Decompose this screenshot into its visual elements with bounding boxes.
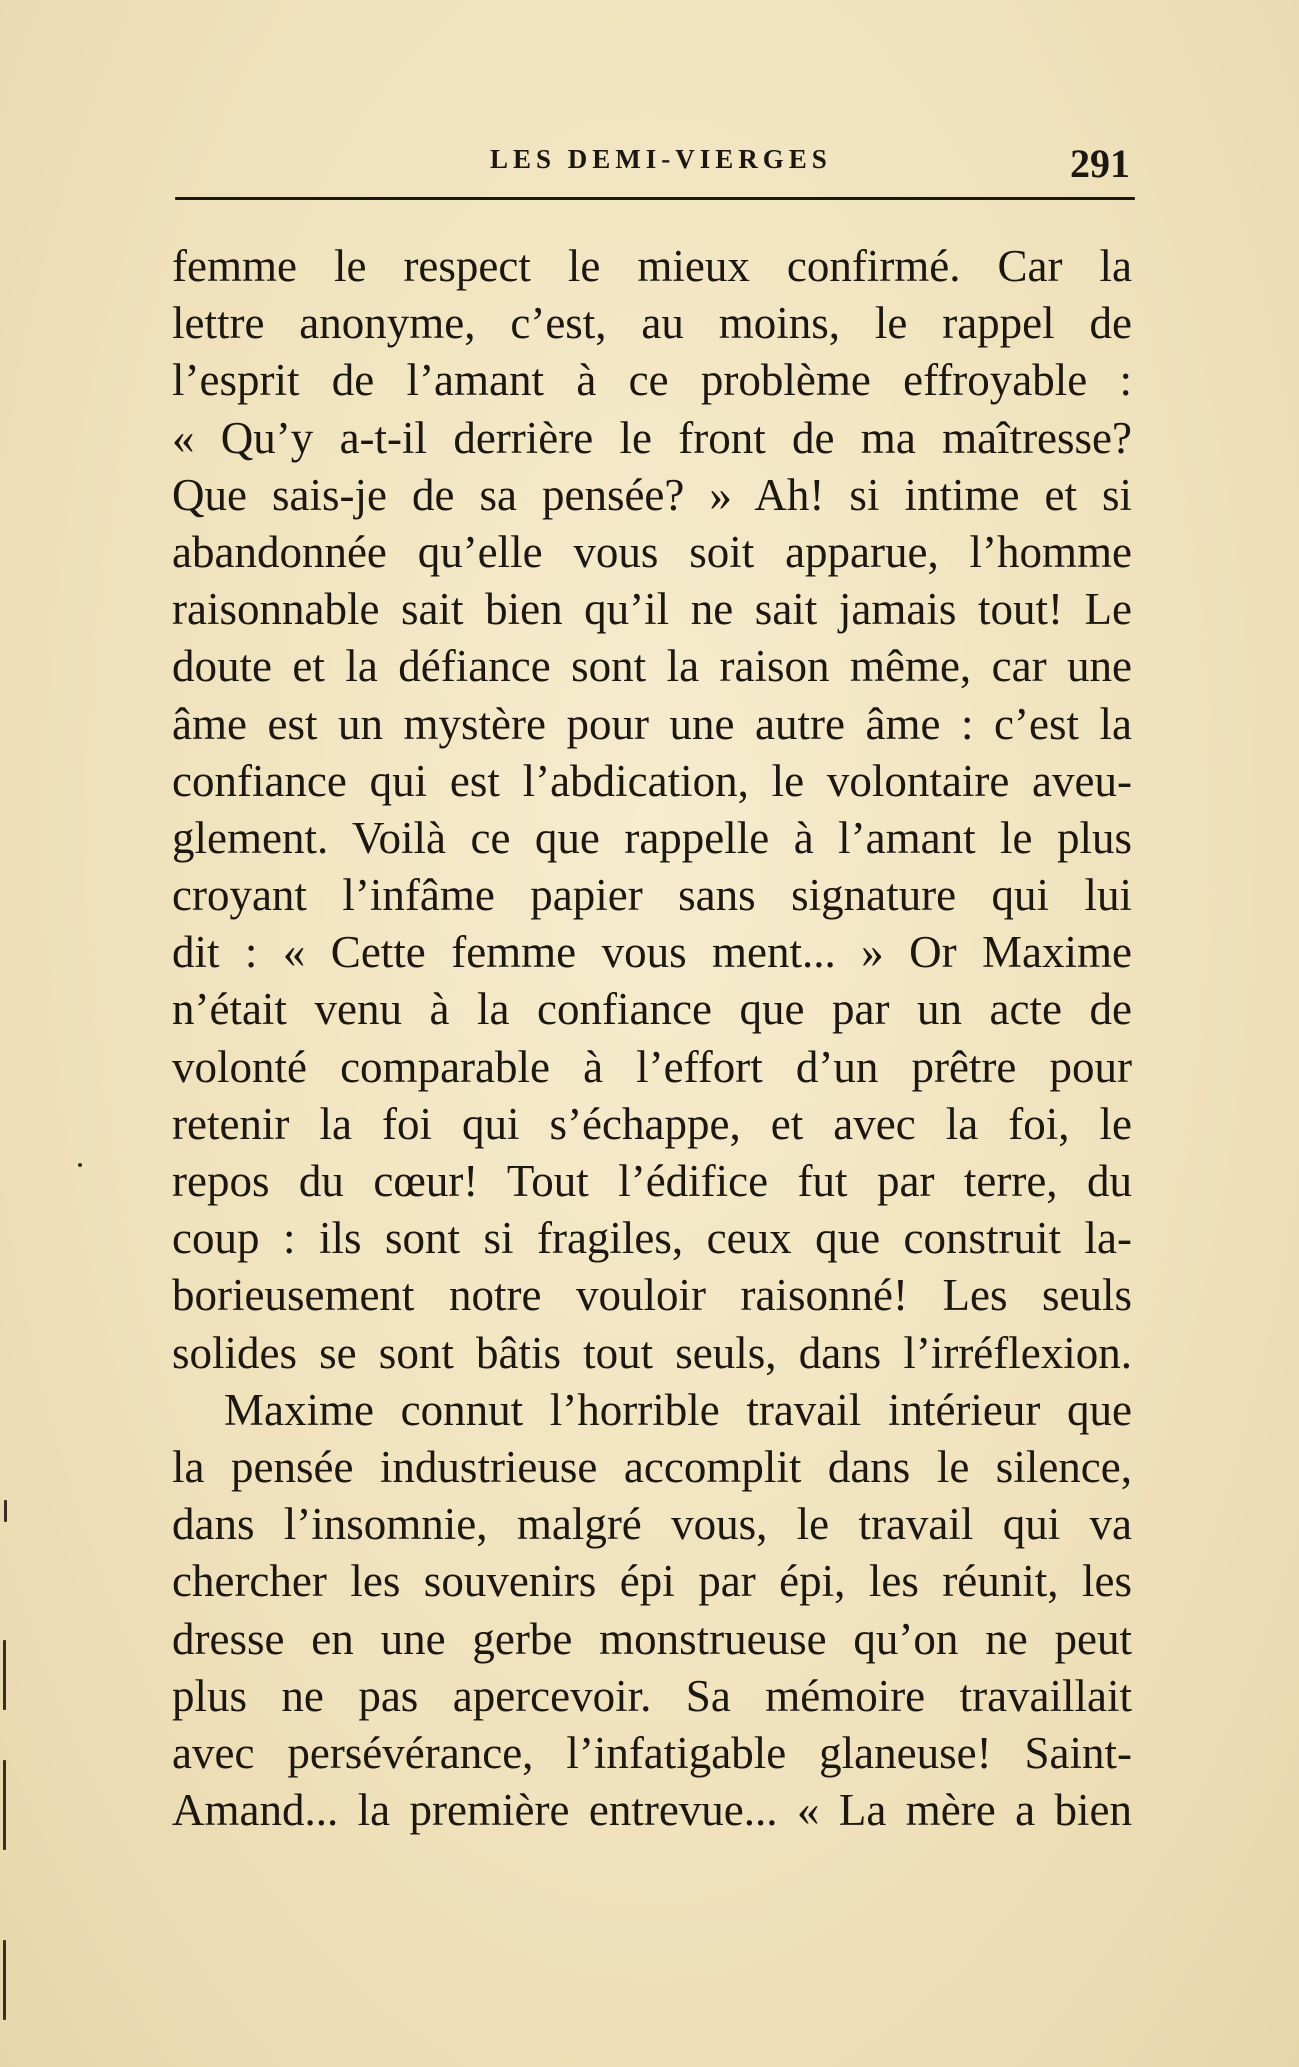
text-line: solides se sont bâtis tout seuls, dans l’irréflexion.	[172, 1327, 1132, 1378]
text-line: borieusement notre vouloir raisonné! Les seuls	[172, 1270, 1132, 1321]
text-line: avec persévérance, l’infatigable glaneuse! Saint-	[172, 1727, 1132, 1778]
text-line: retenir la foi qui s’échappe, et avec la foi, le	[172, 1098, 1132, 1149]
text-line: Que sais-je de sa pensée? » Ah! si intime et si	[172, 469, 1132, 520]
margin-speck	[78, 1163, 82, 1167]
text-line: l’esprit de l’amant à ce problème effroyable :	[172, 355, 1132, 406]
text-line: raisonnable sait bien qu’il ne sait jamais tout! Le	[172, 584, 1132, 635]
text-line: la pensée industrieuse accomplit dans le silence,	[172, 1441, 1132, 1492]
text-line: coup : ils sont si fragiles, ceux que construit la-	[172, 1213, 1132, 1264]
text-line: doute et la défiance sont la raison même, car une	[172, 641, 1132, 692]
paragraph	[172, 238, 1132, 1382]
margin-speck	[3, 1640, 6, 1710]
text-line: n’était venu à la confiance que par un acte de	[172, 984, 1132, 1035]
paragraph	[172, 1382, 1132, 1840]
margin-speck	[4, 1500, 7, 1522]
running-title: LES DEMI-VIERGES	[490, 144, 832, 174]
margin-speck	[3, 1940, 6, 2020]
header-rule	[175, 197, 1135, 200]
text-line: dresse en une gerbe monstrueuse qu’on ne peut	[172, 1613, 1132, 1664]
margin-speck	[3, 1760, 6, 1850]
text-line: glement. Voilà ce que rappelle à l’amant le plus	[172, 812, 1132, 863]
text-line: âme est un mystère pour une autre âme : c’est la	[172, 698, 1132, 749]
text-line: femme le respect le mieux confirmé. Car la	[172, 241, 1132, 291]
text-line: confiance qui est l’abdication, le volontaire aveu-	[172, 755, 1132, 806]
text-line: dans l’insomnie, malgré vous, le travail qui va	[172, 1499, 1132, 1550]
text-line: volonté comparable à l’effort d’un prêtre pour	[172, 1041, 1132, 1092]
text-line: repos du cœur! Tout l’édifice fut par terre, du	[172, 1156, 1132, 1206]
text-line: abandonnée qu’elle vous soit apparue, l’homme	[172, 526, 1132, 577]
text-line: Amand... la première entrevue... « La mère a bien	[172, 1785, 1132, 1836]
text-line: dit : « Cette femme vous ment... » Or Maxime	[172, 927, 1132, 978]
body-text	[172, 238, 1132, 1839]
text-line: « Qu’y a-t-il derrière le front de ma maîtresse?	[172, 412, 1132, 463]
text-line: lettre anonyme, c’est, au moins, le rappel de	[172, 298, 1132, 349]
text-line: Maxime connut l’horrible travail intérieur que	[224, 1384, 1132, 1435]
text-line: chercher les souvenirs épi par épi, les réunit, les	[172, 1556, 1132, 1607]
text-line: croyant l’infâme papier sans signature qui lui	[172, 870, 1132, 921]
text-line: plus ne pas apercevoir. Sa mémoire travaillait	[172, 1670, 1132, 1721]
running-head	[0, 140, 1299, 186]
page-number: 291	[1070, 141, 1130, 186]
